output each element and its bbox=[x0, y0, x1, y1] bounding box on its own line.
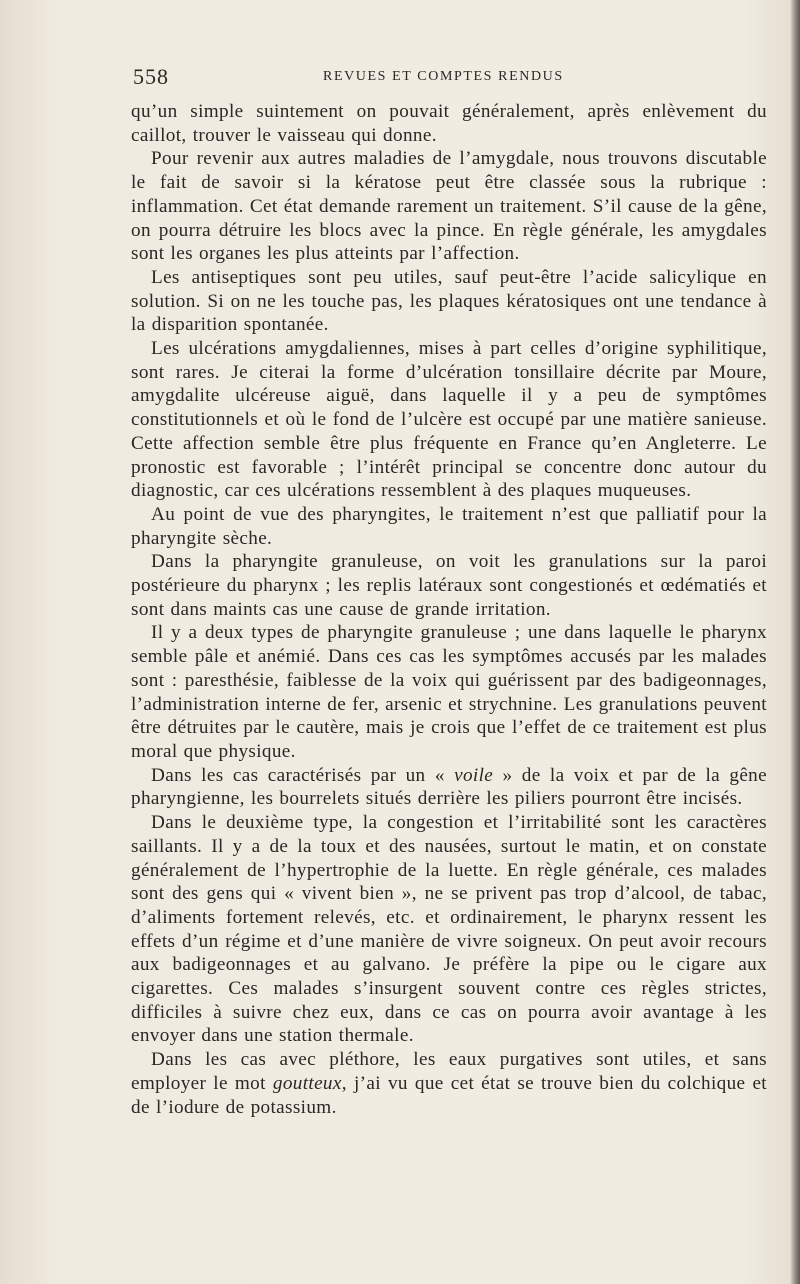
paragraph-4: Les ulcérations amygdaliennes, mises à part celles d’origine syphilitique, sont rares. Je citerai la forme d’ulcération tonsillaire décrite par Moure, amygdalite ulcéreuse aiguë, dans laquelle il y a peu de symptômes constitutionnels et où le fond de l’ulcère est occupé par une matière sanieuse. Cette affection semble être plus fréquente en France qu’en Angleterre. Le pronostic est favorable ; l’intérêt principal se concentre donc autour du diagnostic, car ces ulcérations ressemblent à des plaques muqueuses. bbox=[131, 338, 767, 502]
paragraph-7: Il y a deux types de pharyngite granuleuse ; une dans laquelle le pharynx semble pâle et anémié. Dans ces cas les symptômes accusés par les malades sont : paresthésie, faiblesse de la voix qui guérissent par des badigeonnages, l’administration interne de fer, arsenic et strychnine. Les granulations peuvent être détruites par le cautère, mais je crois que l’effet de ce traitement est plus moral que physique. bbox=[131, 622, 767, 762]
paragraph-6: Dans la pharyngite granuleuse, on voit les granulations sur la paroi postérieure du pharynx ; les replis latéraux sont congestionés et œdématiés et sont dans maints cas une cause de grande irritation. bbox=[131, 551, 767, 620]
italic-word: goutteux bbox=[272, 1072, 342, 1094]
paragraph-2: Pour revenir aux autres maladies de l’amygdale, nous trouvons discutable le fait de savoir si la kératose peut être classée sous la rubrique : inflammation. Cet état demande rarement un traitement. S’il cause de la gêne, on pourra détruire les blocs avec la pince. En règle générale, les amygdales sont les organes les plus atteints par l’affection. bbox=[131, 148, 767, 265]
page-header bbox=[133, 64, 770, 88]
body-text bbox=[131, 100, 767, 1119]
paragraph-10: Dans les cas avec pléthore, les eaux purgatives sont utiles, et sans employer le mot goutteux, j’ai vu que cet état se trouve bien du colchique et de l’iodure de potassium. bbox=[131, 1049, 767, 1118]
italic-word: voile bbox=[454, 764, 494, 786]
page-number: 558 bbox=[133, 64, 169, 89]
paragraph-1: qu’un simple suintement on pouvait généralement, après enlèvement du caillot, trouver le vaisseau qui donne. bbox=[131, 101, 767, 146]
paragraph-8: Dans les cas caractérisés par un « voile » de la voix et par de la gêne pharyngienne, les bourrelets situés derrière les piliers pourront être incisés. bbox=[131, 764, 767, 810]
page-edge-shadow bbox=[790, 0, 800, 1284]
paragraph-9: Dans le deuxième type, la congestion et l’irritabilité sont les caractères saillants. Il y a de la toux et des nausées, surtout le matin, et on constate généralement de l’hypertrophie de la luette. En règle générale, ces malades sont des gens qui « vivent bien », ne se privent pas trop d’alcool, de tabac, d’aliments fortement relevés, etc. et ordinairement, le pharynx ressent les effets d’un régime et d’une manière de vivre soigneux. On peut avoir recours aux badigeonnages et au galvano. Je préfère la pipe ou le cigare aux cigarettes. Ces malades s’insurgent souvent contre ces règles strictes, difficiles à suivre chez eux, dans ce cas on pourra avoir avantage à les envoyer dans une station thermale. bbox=[131, 812, 767, 1047]
running-head: REVUES ET COMPTES RENDUS bbox=[323, 69, 564, 84]
paragraph-5: Au point de vue des pharyngites, le traitement n’est que palliatif pour la pharyngite sèche. bbox=[131, 503, 767, 549]
paragraph-3: Les antiseptiques sont peu utiles, sauf peut-être l’acide salicylique en solution. Si on ne les touche pas, les plaques kératosiques ont une tendance à la disparition spontanée. bbox=[131, 266, 767, 336]
